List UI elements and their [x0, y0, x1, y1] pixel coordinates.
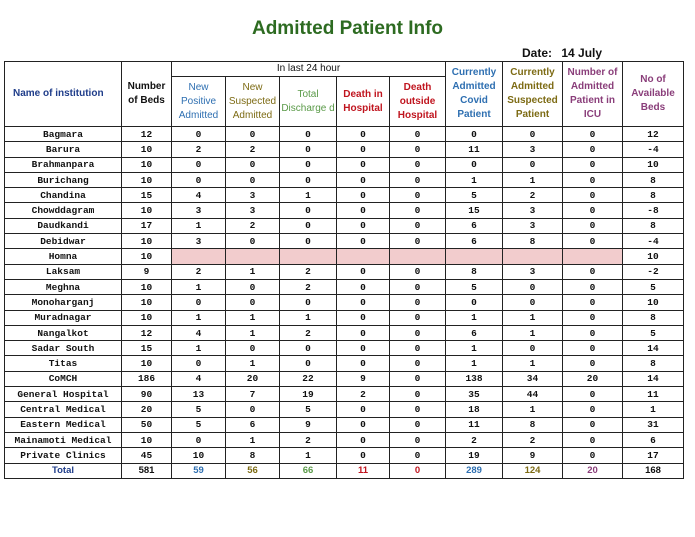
discharge-cell: 0: [280, 356, 337, 371]
date-label: Date:: [522, 46, 553, 60]
icu-cell: 0: [563, 142, 623, 157]
beds-cell: 10: [122, 249, 172, 264]
total-new-suspected: 56: [226, 463, 280, 478]
discharge-cell: 9: [280, 417, 337, 432]
available-cell: -4: [623, 234, 684, 249]
current-suspected-cell: 1: [503, 325, 563, 340]
death-hospital-cell: [337, 249, 390, 264]
new-suspected-cell: 0: [226, 279, 280, 294]
death-hospital-cell: 0: [337, 341, 390, 356]
discharge-cell: 0: [280, 203, 337, 218]
current-covid-cell: 5: [446, 279, 503, 294]
icu-cell: [563, 249, 623, 264]
available-cell: 17: [623, 448, 684, 463]
beds-cell: 10: [122, 295, 172, 310]
death-outside-cell: 0: [390, 387, 446, 402]
new-suspected-cell: 1: [226, 264, 280, 279]
current-covid-cell: [446, 249, 503, 264]
institution-name-cell: Central Medical: [5, 402, 122, 417]
new-positive-cell: 4: [172, 325, 226, 340]
table-row: [5, 249, 684, 264]
available-cell: 14: [623, 341, 684, 356]
icu-cell: 0: [563, 356, 623, 371]
new-suspected-cell: 20: [226, 371, 280, 386]
beds-cell: 17: [122, 218, 172, 233]
new-suspected-cell: 0: [226, 127, 280, 142]
death-hospital-cell: 0: [337, 295, 390, 310]
current-covid-cell: 0: [446, 295, 503, 310]
current-suspected-cell: [503, 249, 563, 264]
available-cell: 6: [623, 432, 684, 447]
institution-name-cell: Sadar South: [5, 341, 122, 356]
beds-cell: 10: [122, 356, 172, 371]
discharge-cell: 2: [280, 279, 337, 294]
available-cell: 8: [623, 188, 684, 203]
beds-cell: 10: [122, 142, 172, 157]
new-positive-cell: 2: [172, 264, 226, 279]
icu-cell: 0: [563, 341, 623, 356]
icu-cell: 0: [563, 264, 623, 279]
available-cell: 8: [623, 218, 684, 233]
death-hospital-cell: 0: [337, 325, 390, 340]
table-row: [5, 371, 684, 386]
icu-cell: 0: [563, 234, 623, 249]
institution-name-cell: Nangalkot: [5, 325, 122, 340]
death-hospital-cell: 0: [337, 310, 390, 325]
discharge-cell: 0: [280, 172, 337, 187]
beds-cell: 12: [122, 325, 172, 340]
death-outside-cell: 0: [390, 218, 446, 233]
institution-name-cell: Muradnagar: [5, 310, 122, 325]
discharge-cell: 1: [280, 310, 337, 325]
table-row: [5, 127, 684, 142]
header-beds: Number of Beds: [122, 62, 172, 127]
current-covid-cell: 6: [446, 218, 503, 233]
available-cell: 5: [623, 279, 684, 294]
new-suspected-cell: 7: [226, 387, 280, 402]
icu-cell: 0: [563, 188, 623, 203]
available-cell: 8: [623, 356, 684, 371]
available-cell: 10: [623, 157, 684, 172]
death-hospital-cell: 0: [337, 218, 390, 233]
beds-cell: 90: [122, 387, 172, 402]
death-hospital-cell: 0: [337, 234, 390, 249]
new-positive-cell: 0: [172, 127, 226, 142]
discharge-cell: 1: [280, 188, 337, 203]
institution-name-cell: Titas: [5, 356, 122, 371]
beds-cell: 10: [122, 310, 172, 325]
available-cell: 8: [623, 172, 684, 187]
table-row: [5, 234, 684, 249]
beds-cell: 10: [122, 203, 172, 218]
new-positive-cell: 1: [172, 218, 226, 233]
death-hospital-cell: 0: [337, 157, 390, 172]
available-cell: -8: [623, 203, 684, 218]
new-suspected-cell: 2: [226, 142, 280, 157]
icu-cell: 0: [563, 295, 623, 310]
new-positive-cell: 4: [172, 371, 226, 386]
header-new-positive: New Positive Admitted: [172, 77, 226, 127]
current-covid-cell: 0: [446, 127, 503, 142]
available-cell: 8: [623, 310, 684, 325]
icu-cell: 0: [563, 127, 623, 142]
death-outside-cell: 0: [390, 157, 446, 172]
death-hospital-cell: 0: [337, 402, 390, 417]
new-suspected-cell: 6: [226, 417, 280, 432]
new-positive-cell: 3: [172, 203, 226, 218]
icu-cell: 0: [563, 402, 623, 417]
beds-cell: 20: [122, 402, 172, 417]
new-positive-cell: 1: [172, 341, 226, 356]
beds-cell: 10: [122, 234, 172, 249]
current-suspected-cell: 0: [503, 341, 563, 356]
available-cell: 14: [623, 371, 684, 386]
institution-name-cell: Mainamoti Medical: [5, 432, 122, 447]
current-suspected-cell: 8: [503, 234, 563, 249]
current-suspected-cell: 3: [503, 264, 563, 279]
death-outside-cell: 0: [390, 127, 446, 142]
table-row: [5, 142, 684, 157]
current-covid-cell: 11: [446, 142, 503, 157]
institution-name-cell: Debidwar: [5, 234, 122, 249]
table-row: [5, 387, 684, 402]
new-suspected-cell: 2: [226, 218, 280, 233]
available-cell: 12: [623, 127, 684, 142]
current-covid-cell: 1: [446, 172, 503, 187]
available-cell: 10: [623, 295, 684, 310]
table-row: [5, 203, 684, 218]
total-death-outside: 0: [390, 463, 446, 478]
new-positive-cell: 5: [172, 402, 226, 417]
institution-name-cell: Burichang: [5, 172, 122, 187]
table-row: [5, 432, 684, 447]
institution-name-cell: General Hospital: [5, 387, 122, 402]
beds-cell: 9: [122, 264, 172, 279]
header-name: Name of institution: [5, 62, 122, 127]
death-outside-cell: 0: [390, 356, 446, 371]
current-covid-cell: 8: [446, 264, 503, 279]
new-positive-cell: 0: [172, 172, 226, 187]
death-hospital-cell: 0: [337, 188, 390, 203]
table-row: [5, 341, 684, 356]
death-outside-cell: 0: [390, 371, 446, 386]
header-total-discharge: Total Discharge d: [280, 77, 337, 127]
current-suspected-cell: 1: [503, 356, 563, 371]
available-cell: 31: [623, 417, 684, 432]
total-available: 168: [623, 463, 684, 478]
death-hospital-cell: 2: [337, 387, 390, 402]
death-hospital-cell: 0: [337, 448, 390, 463]
beds-cell: 10: [122, 172, 172, 187]
new-suspected-cell: 1: [226, 432, 280, 447]
new-positive-cell: 0: [172, 157, 226, 172]
death-hospital-cell: 0: [337, 203, 390, 218]
institution-name-cell: Barura: [5, 142, 122, 157]
beds-cell: 50: [122, 417, 172, 432]
beds-cell: 12: [122, 127, 172, 142]
icu-cell: 0: [563, 172, 623, 187]
death-outside-cell: 0: [390, 341, 446, 356]
header-death-hospital: Death in Hospital: [337, 77, 390, 127]
discharge-cell: 0: [280, 157, 337, 172]
beds-cell: 10: [122, 157, 172, 172]
current-suspected-cell: 1: [503, 310, 563, 325]
table-row: [5, 448, 684, 463]
current-suspected-cell: 3: [503, 218, 563, 233]
death-outside-cell: [390, 249, 446, 264]
new-positive-cell: 4: [172, 188, 226, 203]
table-row: [5, 188, 684, 203]
current-suspected-cell: 0: [503, 127, 563, 142]
current-suspected-cell: 0: [503, 157, 563, 172]
beds-cell: 10: [122, 432, 172, 447]
discharge-cell: 2: [280, 325, 337, 340]
new-positive-cell: 0: [172, 432, 226, 447]
total-death-hospital: 11: [337, 463, 390, 478]
current-covid-cell: 35: [446, 387, 503, 402]
discharge-cell: 0: [280, 295, 337, 310]
icu-cell: 0: [563, 432, 623, 447]
current-suspected-cell: 0: [503, 295, 563, 310]
current-covid-cell: 15: [446, 203, 503, 218]
institution-name-cell: Meghna: [5, 279, 122, 294]
death-hospital-cell: 0: [337, 127, 390, 142]
table-row: [5, 417, 684, 432]
current-suspected-cell: 1: [503, 402, 563, 417]
new-positive-cell: 13: [172, 387, 226, 402]
institution-name-cell: CoMCH: [5, 371, 122, 386]
total-row: [5, 463, 684, 478]
page-title: Admitted Patient Info: [251, 18, 444, 39]
available-cell: -2: [623, 264, 684, 279]
icu-cell: 0: [563, 157, 623, 172]
available-cell: 11: [623, 387, 684, 402]
new-suspected-cell: 8: [226, 448, 280, 463]
icu-cell: 0: [563, 218, 623, 233]
death-outside-cell: 0: [390, 172, 446, 187]
new-suspected-cell: 0: [226, 172, 280, 187]
institution-name-cell: Bagmara: [5, 127, 122, 142]
total-current-suspected: 124: [503, 463, 563, 478]
icu-cell: 0: [563, 310, 623, 325]
header-available-beds: No of Available Beds: [623, 62, 684, 127]
new-suspected-cell: 1: [226, 356, 280, 371]
current-covid-cell: 0: [446, 157, 503, 172]
table-row: [5, 325, 684, 340]
new-positive-cell: 2: [172, 142, 226, 157]
table-row: [5, 264, 684, 279]
report-date: [522, 46, 602, 60]
current-covid-cell: 19: [446, 448, 503, 463]
current-covid-cell: 1: [446, 310, 503, 325]
new-positive-cell: 3: [172, 234, 226, 249]
death-hospital-cell: 0: [337, 417, 390, 432]
death-outside-cell: 0: [390, 279, 446, 294]
discharge-cell: 5: [280, 402, 337, 417]
icu-cell: 0: [563, 448, 623, 463]
icu-cell: 20: [563, 371, 623, 386]
new-positive-cell: 10: [172, 448, 226, 463]
available-cell: 1: [623, 402, 684, 417]
new-positive-cell: 5: [172, 417, 226, 432]
current-suspected-cell: 8: [503, 417, 563, 432]
current-suspected-cell: 3: [503, 203, 563, 218]
institution-name-cell: Laksam: [5, 264, 122, 279]
institution-name-cell: Private Clinics: [5, 448, 122, 463]
death-hospital-cell: 0: [337, 172, 390, 187]
current-covid-cell: 2: [446, 432, 503, 447]
death-outside-cell: 0: [390, 264, 446, 279]
institution-name-cell: Daudkandi: [5, 218, 122, 233]
discharge-cell: 2: [280, 264, 337, 279]
death-hospital-cell: 0: [337, 432, 390, 447]
icu-cell: 0: [563, 387, 623, 402]
header-current-suspected: Currently Admitted Suspected Patient: [503, 62, 563, 127]
discharge-cell: 1: [280, 448, 337, 463]
current-suspected-cell: 44: [503, 387, 563, 402]
new-suspected-cell: 0: [226, 341, 280, 356]
beds-cell: 10: [122, 279, 172, 294]
admitted-patient-table: [4, 61, 684, 479]
current-suspected-cell: 2: [503, 188, 563, 203]
total-new-positive: 59: [172, 463, 226, 478]
current-covid-cell: 6: [446, 234, 503, 249]
beds-cell: 15: [122, 341, 172, 356]
death-outside-cell: 0: [390, 325, 446, 340]
discharge-cell: 2: [280, 432, 337, 447]
new-suspected-cell: 0: [226, 157, 280, 172]
institution-name-cell: Monoharganj: [5, 295, 122, 310]
new-positive-cell: 1: [172, 279, 226, 294]
current-covid-cell: 138: [446, 371, 503, 386]
header-current-covid: Currently Admitted Covid Patient: [446, 62, 503, 127]
institution-name-cell: Chowddagram: [5, 203, 122, 218]
current-suspected-cell: 0: [503, 279, 563, 294]
discharge-cell: 0: [280, 341, 337, 356]
new-suspected-cell: [226, 249, 280, 264]
total-discharge: 66: [280, 463, 337, 478]
current-covid-cell: 6: [446, 325, 503, 340]
new-suspected-cell: 1: [226, 310, 280, 325]
table-row: [5, 356, 684, 371]
new-suspected-cell: 1: [226, 325, 280, 340]
current-covid-cell: 1: [446, 356, 503, 371]
new-positive-cell: [172, 249, 226, 264]
death-outside-cell: 0: [390, 432, 446, 447]
death-outside-cell: 0: [390, 417, 446, 432]
death-outside-cell: 0: [390, 402, 446, 417]
available-cell: 5: [623, 325, 684, 340]
header-icu: Number of Admitted Patient in ICU: [563, 62, 623, 127]
table-row: [5, 310, 684, 325]
death-hospital-cell: 0: [337, 356, 390, 371]
new-positive-cell: 0: [172, 295, 226, 310]
death-outside-cell: 0: [390, 203, 446, 218]
header-new-suspected: New Suspected Admitted: [226, 77, 280, 127]
new-suspected-cell: 0: [226, 295, 280, 310]
discharge-cell: 0: [280, 127, 337, 142]
icu-cell: 0: [563, 203, 623, 218]
table-row: [5, 218, 684, 233]
total-current-covid: 289: [446, 463, 503, 478]
table-row: [5, 279, 684, 294]
death-outside-cell: 0: [390, 142, 446, 157]
available-cell: 10: [623, 249, 684, 264]
icu-cell: 0: [563, 279, 623, 294]
discharge-cell: [280, 249, 337, 264]
death-hospital-cell: 0: [337, 264, 390, 279]
current-suspected-cell: 34: [503, 371, 563, 386]
table-row: [5, 402, 684, 417]
current-covid-cell: 1: [446, 341, 503, 356]
total-beds: 581: [122, 463, 172, 478]
current-covid-cell: 18: [446, 402, 503, 417]
new-suspected-cell: 3: [226, 203, 280, 218]
institution-name-cell: Brahmanpara: [5, 157, 122, 172]
table-body: [5, 127, 684, 479]
icu-cell: 0: [563, 325, 623, 340]
institution-name-cell: Chandina: [5, 188, 122, 203]
header-last-24-hour: In last 24 hour: [172, 62, 446, 77]
current-suspected-cell: 3: [503, 142, 563, 157]
discharge-cell: 0: [280, 234, 337, 249]
icu-cell: 0: [563, 417, 623, 432]
new-positive-cell: 0: [172, 356, 226, 371]
table-row: [5, 172, 684, 187]
header-death-outside: Death outside Hospital: [390, 77, 446, 127]
discharge-cell: 22: [280, 371, 337, 386]
death-hospital-cell: 0: [337, 142, 390, 157]
current-covid-cell: 5: [446, 188, 503, 203]
total-label: Total: [5, 463, 122, 478]
discharge-cell: 0: [280, 142, 337, 157]
total-icu: 20: [563, 463, 623, 478]
discharge-cell: 19: [280, 387, 337, 402]
new-suspected-cell: 0: [226, 234, 280, 249]
institution-name-cell: Eastern Medical: [5, 417, 122, 432]
current-suspected-cell: 2: [503, 432, 563, 447]
institution-name-cell: Homna: [5, 249, 122, 264]
beds-cell: 15: [122, 188, 172, 203]
beds-cell: 186: [122, 371, 172, 386]
death-outside-cell: 0: [390, 188, 446, 203]
current-suspected-cell: 9: [503, 448, 563, 463]
new-suspected-cell: 3: [226, 188, 280, 203]
death-outside-cell: 0: [390, 234, 446, 249]
death-hospital-cell: 9: [337, 371, 390, 386]
new-positive-cell: 1: [172, 310, 226, 325]
available-cell: -4: [623, 142, 684, 157]
discharge-cell: 0: [280, 218, 337, 233]
current-covid-cell: 11: [446, 417, 503, 432]
new-suspected-cell: 0: [226, 402, 280, 417]
death-outside-cell: 0: [390, 310, 446, 325]
death-outside-cell: 0: [390, 448, 446, 463]
date-value: 14 July: [561, 46, 603, 60]
death-hospital-cell: 0: [337, 279, 390, 294]
current-suspected-cell: 1: [503, 172, 563, 187]
table-row: [5, 295, 684, 310]
table-row: [5, 157, 684, 172]
beds-cell: 45: [122, 448, 172, 463]
death-outside-cell: 0: [390, 295, 446, 310]
